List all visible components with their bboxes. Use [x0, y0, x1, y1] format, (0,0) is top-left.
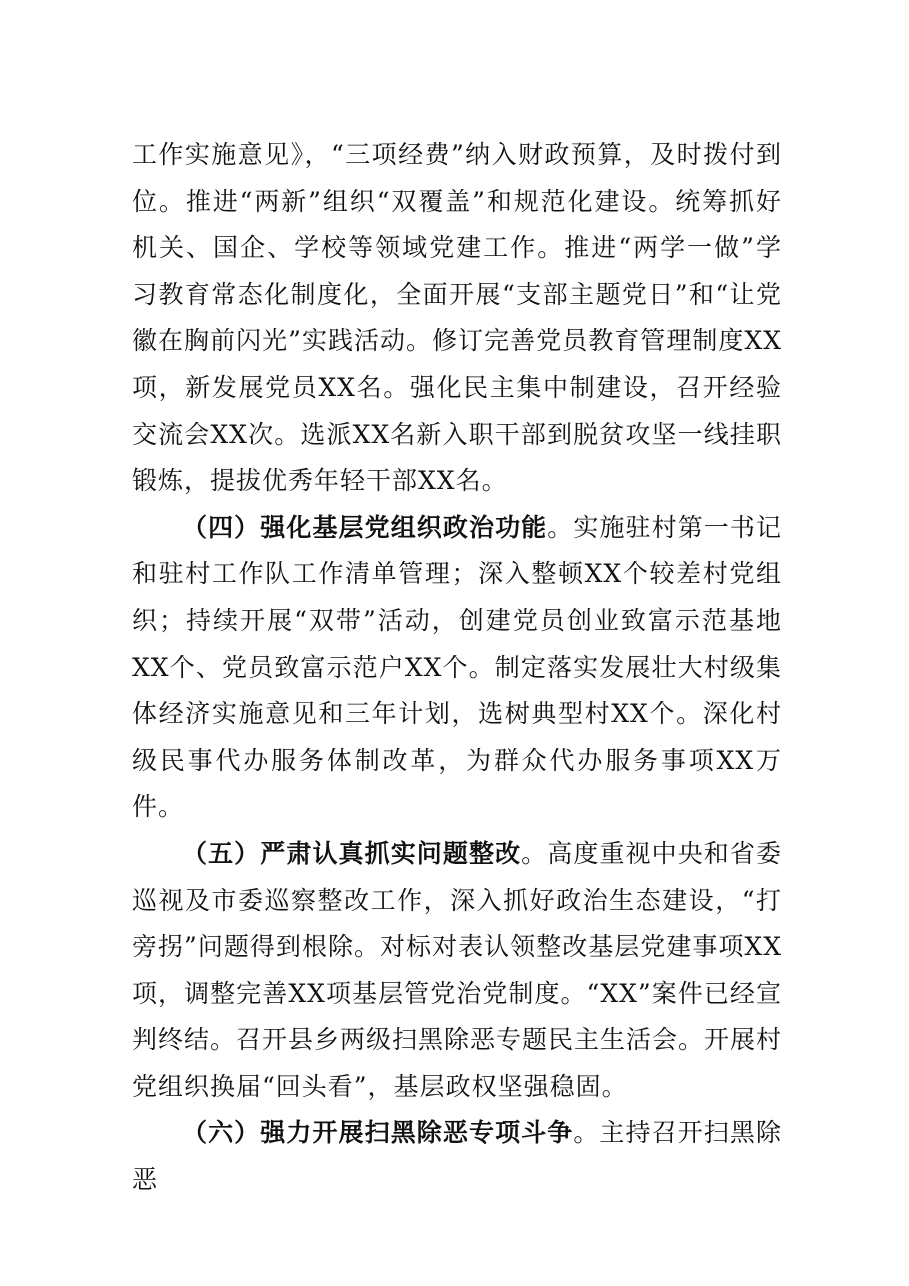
section-heading: （六）强力开展扫黑除恶专项斗争 — [182, 1118, 574, 1148]
paragraph-section-5 — [132, 831, 782, 1111]
section-heading: （五）严肃认真抓实问题整改 — [182, 838, 522, 868]
paragraph-body: 。高度重视中央和省委巡视及市委巡察整改工作，深入抓好政治生态建设，“打旁拐”问题得到根除。对标对表认领整改基层党建事项XX项，调整完善XX项基层管党治党制度。“XX”案件已经宣判终结。召开县乡两级扫黑除恶专题民主生活会。开展村党组织换届“回头看”，基层政权坚强稳固。 — [132, 838, 783, 1101]
paragraph-body: 工作实施意见》，“三项经费”纳入财政预算，及时拨付到位。推进“两新”组织“双覆盖”和规范化建设。统筹抓好机关、国企、学校等领域党建工作。推进“两学一做”学习教育常态化制度化，全面开展“支部主题党日”和“让党徽在胸前闪光”实践活动。修订完善党员教育管理制度XX项，新发展党员XX名。强化民主集中制建设，召开经验交流会XX次。选派XX名新入职干部到脱贫攻坚一线挂职锻炼，提拔优秀年轻干部XX名。 — [132, 140, 782, 496]
paragraph-section-6 — [132, 1110, 782, 1203]
paragraph-body: 。主持召开扫黑除恶 — [132, 1118, 782, 1195]
document-body — [132, 132, 782, 1204]
paragraph-section-4 — [132, 505, 782, 831]
paragraph-body: 。实施驻村第一书记和驻村工作队工作清单管理；深入整顿XX个较差村党组织；持续开展“双带”活动，创建党员创业致富示范基地XX个、党员致富示范户XX个。制定落实发展壮大村级集体经济实施意见和三年计划，选树典型村XX个。深化村级民事代办服务体制改革，为群众代办服务事项XX万件。 — [132, 512, 782, 822]
section-heading: （四）强化基层党组织政治功能 — [182, 512, 548, 542]
paragraph-continuation — [132, 132, 782, 505]
